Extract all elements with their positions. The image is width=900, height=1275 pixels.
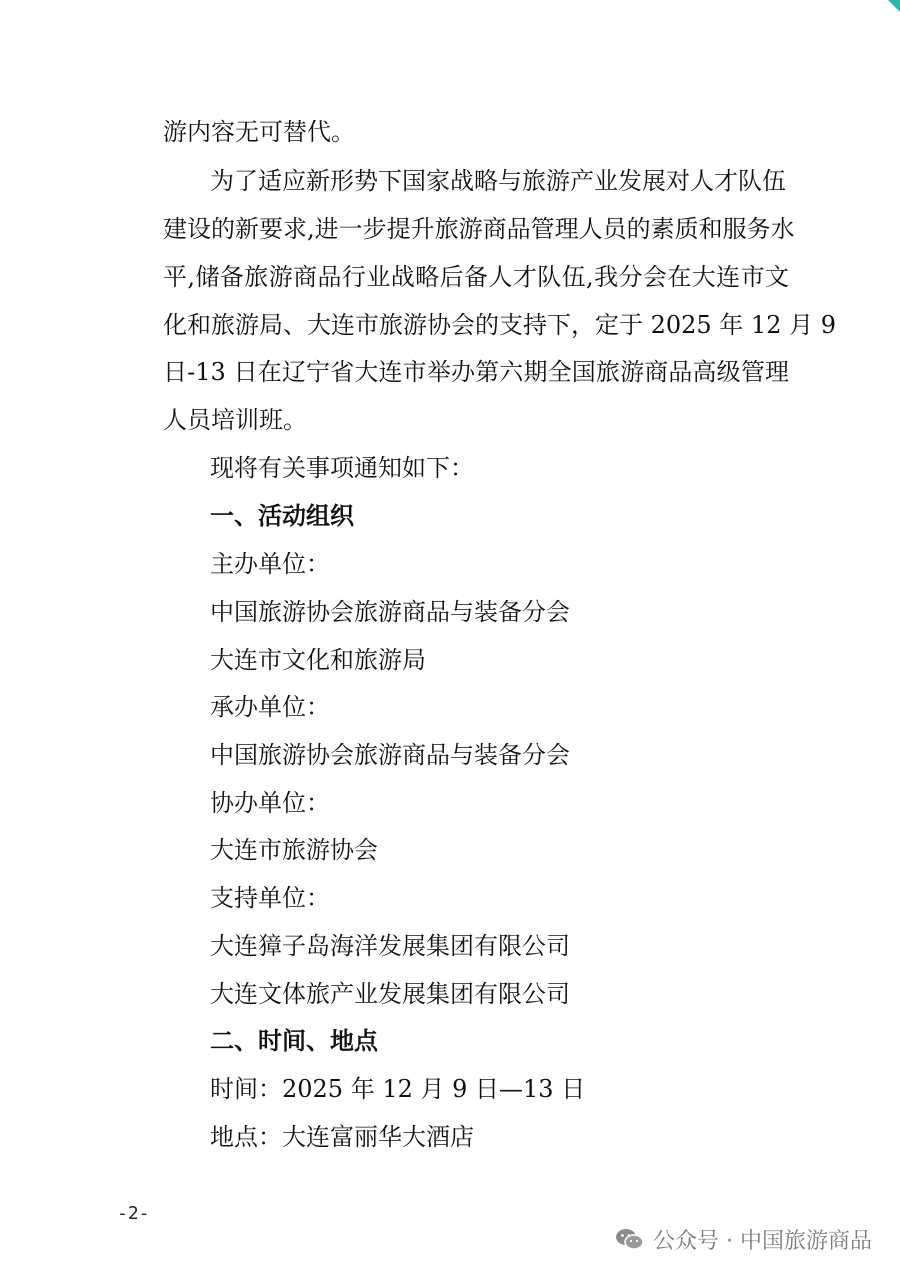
- paragraph-line: 平,储备旅游商品行业战略后备人才队伍,我分会在大连市文: [163, 263, 789, 291]
- organization-name: 大连獐子岛海洋发展集团有限公司: [210, 932, 570, 960]
- paragraph-line: 游内容无可替代。: [163, 118, 355, 146]
- organization-name: 中国旅游协会旅游商品与装备分会: [210, 598, 570, 626]
- organization-name: 大连市文化和旅游局: [210, 646, 426, 674]
- watermark: [615, 1224, 872, 1255]
- section-heading: 二、时间、地点: [210, 1026, 378, 1055]
- wechat-icon: [615, 1227, 645, 1253]
- event-time: 时间：2025 年 12 月 9 日—13 日: [210, 1075, 586, 1103]
- field-label: 支持单位：: [210, 884, 330, 912]
- organization-name: 中国旅游协会旅游商品与装备分会: [210, 741, 570, 769]
- corner-accent-icon: [884, 0, 900, 14]
- field-label: 协办单位：: [210, 789, 330, 817]
- field-label: 主办单位：: [210, 550, 330, 578]
- event-location: 地点：大连富丽华大酒店: [210, 1123, 474, 1151]
- paragraph-line: 建设的新要求,进一步提升旅游商品管理人员的素质和服务水: [163, 215, 795, 243]
- paragraph-line: 人员培训班。: [163, 406, 307, 434]
- paragraph-line: 化和旅游局、大连市旅游协会的支持下，定于 2025 年 12 月 9: [163, 311, 837, 339]
- paragraph-line: 现将有关事项通知如下：: [210, 454, 474, 482]
- watermark-text: 公众号 · 中国旅游商品: [653, 1229, 872, 1254]
- page-number: -2-: [117, 1203, 150, 1224]
- paragraph-line: 为了适应新形势下国家战略与旅游产业发展对人才队伍: [210, 167, 786, 195]
- organization-name: 大连文体旅产业发展集团有限公司: [210, 980, 570, 1008]
- paragraph-line: 日-13 日在辽宁省大连市举办第六期全国旅游商品高级管理: [163, 358, 789, 386]
- organization-name: 大连市旅游协会: [210, 836, 378, 864]
- field-label: 承办单位：: [210, 693, 330, 721]
- section-heading: 一、活动组织: [210, 501, 354, 530]
